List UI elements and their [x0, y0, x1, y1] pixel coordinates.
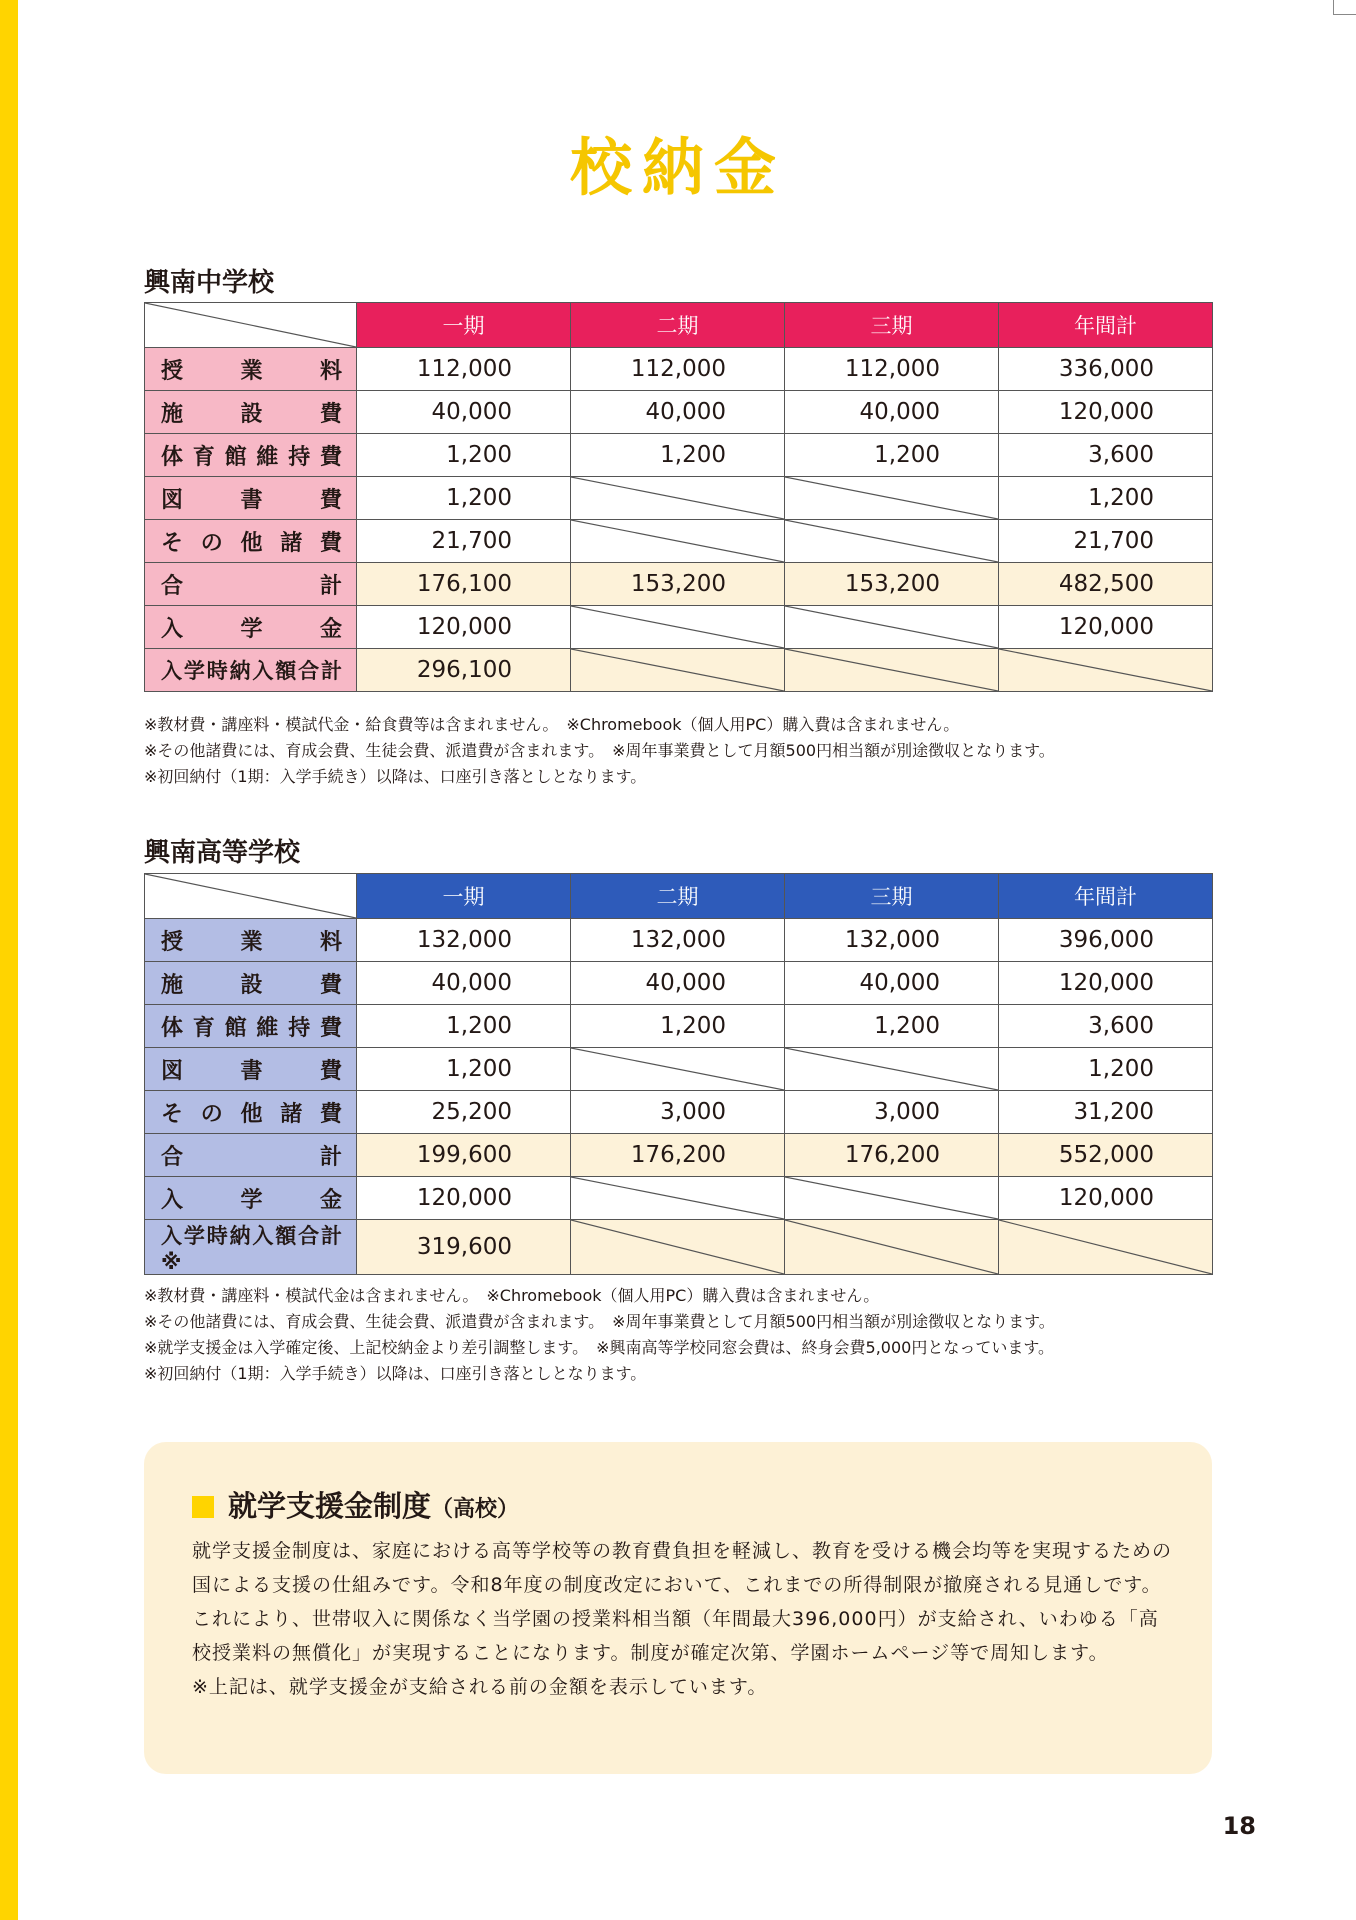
crop-mark [1333, 0, 1356, 15]
value-cell: 31,200 [999, 1091, 1213, 1134]
table-row [145, 348, 1213, 391]
value-cell: 3,600 [999, 434, 1213, 477]
note-line: ※教材費・講座料・模試代金は含まれません。 ※Chromebook（個人用PC）購入費は含まれません。 [144, 1286, 880, 1305]
value-cell: 21,700 [357, 520, 571, 563]
row-label: その他諸費 [145, 520, 357, 563]
table-row [145, 1091, 1213, 1134]
high-school-title: 興南高等学校 [144, 838, 301, 868]
value-cell: 132,000 [571, 919, 785, 962]
empty-slash-cell [999, 1220, 1213, 1275]
corner-cell [145, 303, 357, 348]
value-cell: 176,200 [785, 1134, 999, 1177]
value-cell: 40,000 [785, 391, 999, 434]
support-system-box [144, 1442, 1212, 1774]
empty-slash-cell [999, 649, 1213, 692]
page-title: 校納金 [569, 131, 786, 204]
square-bullet-icon [192, 1496, 214, 1518]
table-row [145, 1220, 1213, 1275]
value-cell: 552,000 [999, 1134, 1213, 1177]
table-row [145, 962, 1213, 1005]
value-cell: 112,000 [357, 348, 571, 391]
support-heading-text: 就学支援金制度 [228, 1489, 432, 1523]
value-cell: 1,200 [571, 434, 785, 477]
high-school-fee-table [144, 873, 1213, 1275]
table-row [145, 1048, 1213, 1091]
value-cell: 112,000 [785, 348, 999, 391]
value-cell: 153,200 [571, 563, 785, 606]
value-cell: 40,000 [357, 962, 571, 1005]
column-header: 一期 [357, 874, 571, 919]
value-cell: 112,000 [571, 348, 785, 391]
value-cell: 40,000 [357, 391, 571, 434]
support-heading [192, 1484, 519, 1525]
empty-slash-cell [571, 606, 785, 649]
column-header: 年間計 [999, 303, 1213, 348]
table-row [145, 434, 1213, 477]
row-label: 体育館維持費 [145, 434, 357, 477]
row-label: 授業料 [145, 348, 357, 391]
column-header: 三期 [785, 303, 999, 348]
empty-slash-cell [785, 1220, 999, 1275]
value-cell: 1,200 [785, 434, 999, 477]
note-line: ※初回納付（1期：入学手続き）以降は、口座引き落としとなります。 [144, 767, 647, 786]
value-cell: 120,000 [999, 962, 1213, 1005]
row-label: 図書費 [145, 1048, 357, 1091]
empty-slash-cell [785, 1177, 999, 1220]
value-cell: 120,000 [999, 606, 1213, 649]
high-school-notes [144, 1283, 1055, 1387]
note-line: ※就学支援金は入学確定後、上記校納金より差引調整します。 ※興南高等学校同窓会費は、終身会費5,000円となっています。 [144, 1338, 1055, 1357]
value-cell: 199,600 [357, 1134, 571, 1177]
empty-slash-cell [571, 1048, 785, 1091]
row-label: 入学金 [145, 606, 357, 649]
empty-slash-cell [785, 477, 999, 520]
value-cell: 132,000 [357, 919, 571, 962]
value-cell: 396,000 [999, 919, 1213, 962]
value-cell: 25,200 [357, 1091, 571, 1134]
value-cell: 40,000 [571, 391, 785, 434]
value-cell: 132,000 [785, 919, 999, 962]
support-paragraph: 就学支援金制度は、家庭における高等学校等の教育費負担を軽減し、教育を受ける機会均等を実現するための国による支援の仕組みです。令和8年度の制度改定において、これまでの所得制限が撤廃される見通しです。これにより、世帯収入に関係なく当学園の授業料相当額（年間最大396,000円）が支給され、いわゆる「高校授業料の無償化」が実現することになります。制度が確定次第、学園ホームページ等で周知します。 [192, 1540, 1173, 1664]
column-header: 年間計 [999, 874, 1213, 919]
table-row [145, 391, 1213, 434]
support-body [192, 1534, 1172, 1704]
value-cell: 153,200 [785, 563, 999, 606]
table-row [145, 919, 1213, 962]
row-label: 合計 [145, 563, 357, 606]
table-row [145, 1005, 1213, 1048]
value-cell: 120,000 [999, 1177, 1213, 1220]
row-label: 施設費 [145, 391, 357, 434]
empty-slash-cell [571, 1220, 785, 1275]
row-label: 施設費 [145, 962, 357, 1005]
value-cell: 120,000 [999, 391, 1213, 434]
value-cell: 40,000 [785, 962, 999, 1005]
empty-slash-cell [571, 1177, 785, 1220]
table-row [145, 649, 1213, 692]
value-cell: 176,100 [357, 563, 571, 606]
value-cell: 336,000 [999, 348, 1213, 391]
value-cell: 1,200 [571, 1005, 785, 1048]
junior-high-fee-table [144, 302, 1213, 692]
note-line: ※その他諸費には、育成会費、生徒会費、派遣費が含まれます。 ※周年事業費として月額500円相当額が別途徴収となります。 [144, 1312, 1055, 1331]
table-row [145, 1177, 1213, 1220]
value-cell: 3,600 [999, 1005, 1213, 1048]
junior-high-title: 興南中学校 [144, 268, 275, 298]
empty-slash-cell [785, 649, 999, 692]
column-header: 二期 [571, 874, 785, 919]
value-cell: 176,200 [571, 1134, 785, 1177]
junior-high-notes [144, 712, 1055, 790]
support-heading-sub: （高校） [431, 1497, 520, 1522]
page-number: 18 [1222, 1812, 1256, 1840]
support-note: ※上記は、就学支援金が支給される前の金額を表示しています。 [192, 1676, 768, 1698]
value-cell: 1,200 [357, 1048, 571, 1091]
value-cell: 120,000 [357, 1177, 571, 1220]
table-row [145, 606, 1213, 649]
row-label: 図書費 [145, 477, 357, 520]
row-label: 体育館維持費 [145, 1005, 357, 1048]
row-label: 入学時納入額合計 [145, 649, 357, 692]
left-accent-bar [0, 0, 18, 1920]
empty-slash-cell [571, 649, 785, 692]
value-cell: 296,100 [357, 649, 571, 692]
empty-slash-cell [785, 520, 999, 563]
table-row [145, 520, 1213, 563]
table-row [145, 563, 1213, 606]
value-cell: 319,600 [357, 1220, 571, 1275]
value-cell: 1,200 [357, 434, 571, 477]
empty-slash-cell [571, 477, 785, 520]
value-cell: 40,000 [571, 962, 785, 1005]
value-cell: 3,000 [571, 1091, 785, 1134]
note-line: ※初回納付（1期：入学手続き）以降は、口座引き落としとなります。 [144, 1364, 647, 1383]
column-header: 三期 [785, 874, 999, 919]
value-cell: 1,200 [357, 477, 571, 520]
row-label: 授業料 [145, 919, 357, 962]
column-header: 二期 [571, 303, 785, 348]
value-cell: 1,200 [785, 1005, 999, 1048]
row-label: 入学金 [145, 1177, 357, 1220]
corner-cell [145, 874, 357, 919]
empty-slash-cell [571, 520, 785, 563]
table-row [145, 1134, 1213, 1177]
value-cell: 482,500 [999, 563, 1213, 606]
value-cell: 21,700 [999, 520, 1213, 563]
row-label: 入学時納入額合計※ [145, 1220, 357, 1275]
value-cell: 1,200 [357, 1005, 571, 1048]
note-line: ※その他諸費には、育成会費、生徒会費、派遣費が含まれます。 ※周年事業費として月額500円相当額が別途徴収となります。 [144, 741, 1055, 760]
value-cell: 1,200 [999, 1048, 1213, 1091]
table-row [145, 477, 1213, 520]
row-label: 合計 [145, 1134, 357, 1177]
column-header: 一期 [357, 303, 571, 348]
value-cell: 120,000 [357, 606, 571, 649]
note-line: ※教材費・講座料・模試代金・給食費等は含まれません。 ※Chromebook（個人用PC）購入費は含まれません。 [144, 715, 960, 734]
row-label: その他諸費 [145, 1091, 357, 1134]
value-cell: 1,200 [999, 477, 1213, 520]
empty-slash-cell [785, 606, 999, 649]
value-cell: 3,000 [785, 1091, 999, 1134]
empty-slash-cell [785, 1048, 999, 1091]
